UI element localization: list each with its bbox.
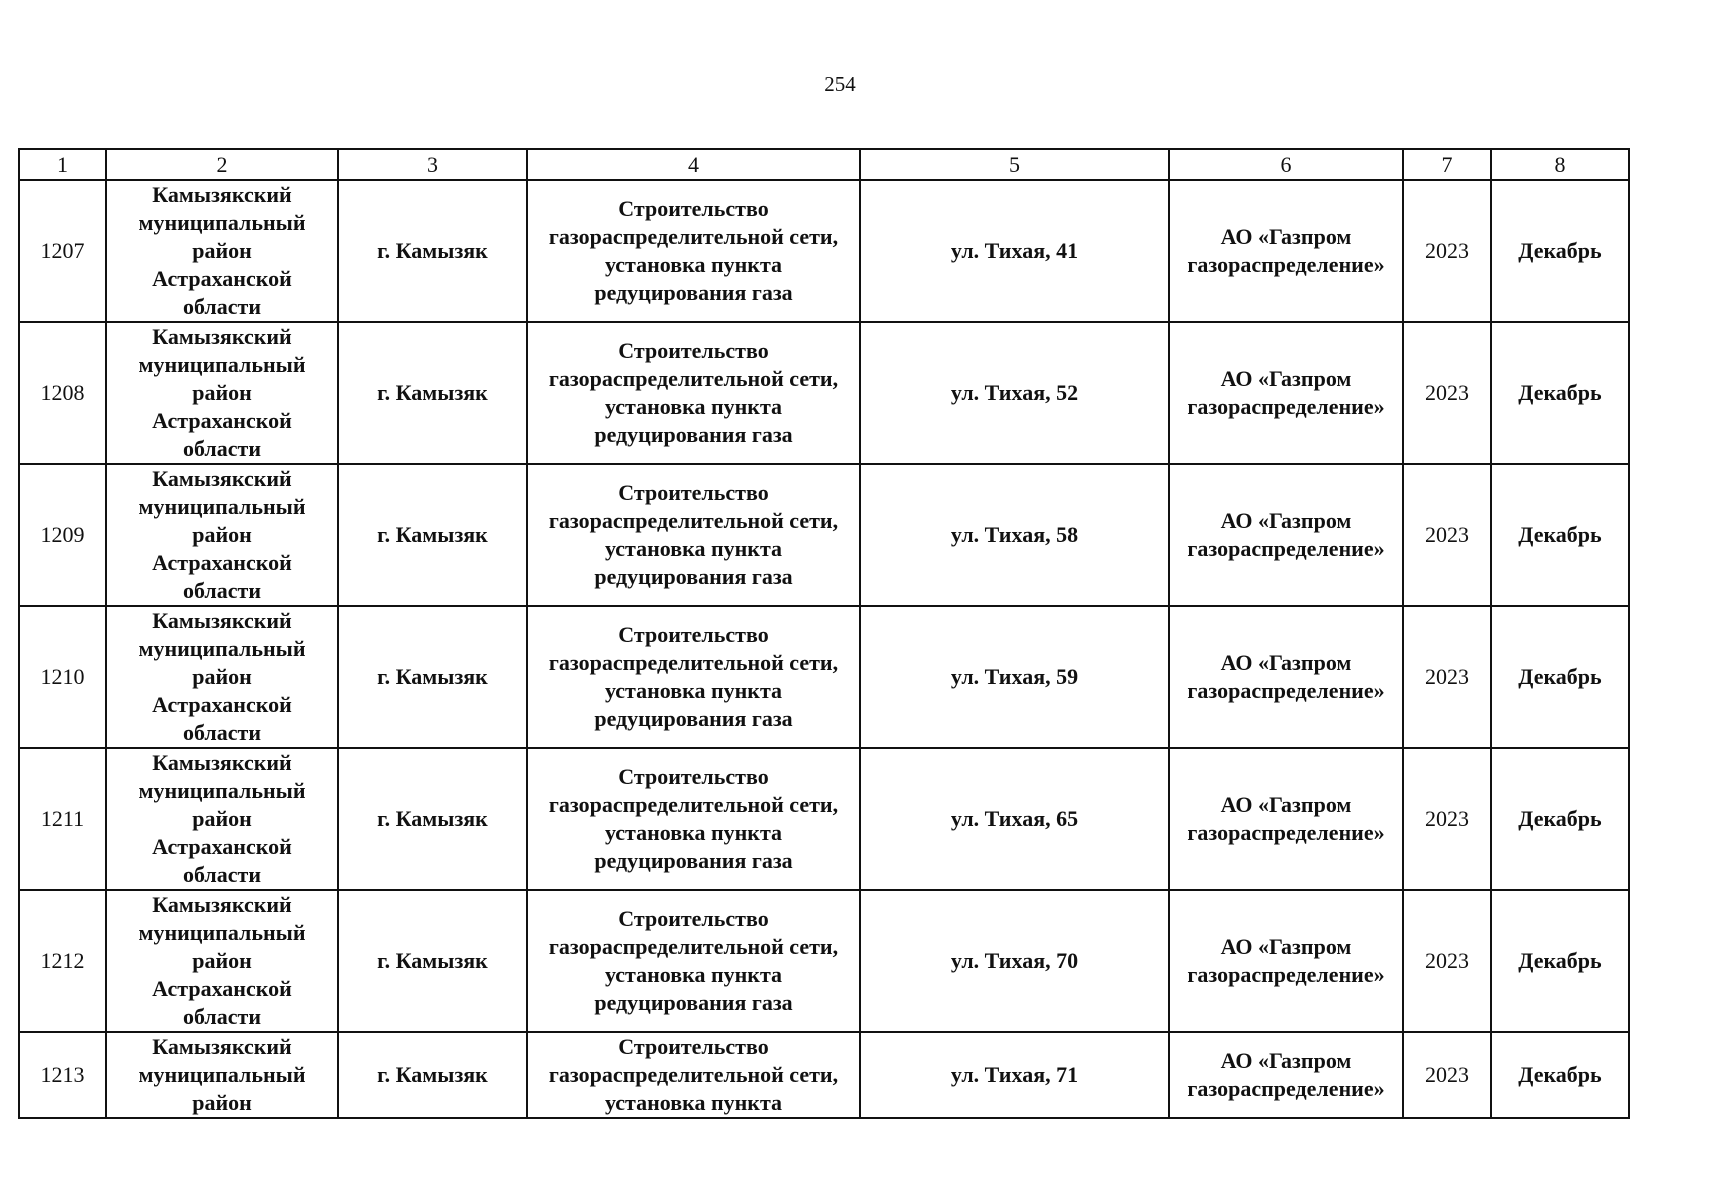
work-description-cell-line: газораспределительной сети, [548,650,839,675]
month-cell: Декабрь [1491,1032,1629,1118]
organization-cell [1169,464,1403,606]
work-description-cell-line: Строительство [618,906,769,931]
row-number-cell: 1207 [19,180,106,322]
work-description-cell-line: редуцирования газа [594,706,793,731]
district-cell-line: район [192,806,252,831]
table-row [19,180,1629,322]
district-cell-line: Астраханской [152,692,292,717]
organization-cell [1169,180,1403,322]
organization-cell-line: газораспределение» [1187,394,1385,419]
header-cell: 6 [1169,149,1403,180]
header-cell: 5 [860,149,1169,180]
work-description-cell-line: редуцирования газа [594,848,793,873]
address-cell: ул. Тихая, 41 [860,180,1169,322]
work-description-cell [527,890,860,1032]
month-cell: Декабрь [1491,748,1629,890]
table-body [19,180,1629,1118]
district-cell-line: Астраханской [152,976,292,1001]
year-cell: 2023 [1403,322,1491,464]
district-cell-line: Камызякский [152,750,292,775]
city-cell: г. Камызяк [338,890,527,1032]
row-number-cell: 1211 [19,748,106,890]
address-cell: ул. Тихая, 71 [860,1032,1169,1118]
work-description-cell-line: редуцирования газа [594,422,793,447]
city-cell: г. Камызяк [338,748,527,890]
district-cell-line: Астраханской [152,266,292,291]
work-description-cell-line: установка пункта [604,962,783,987]
district-cell [106,322,338,464]
city-cell: г. Камызяк [338,1032,527,1118]
organization-cell [1169,748,1403,890]
district-cell [106,606,338,748]
district-cell-line: Камызякский [152,182,292,207]
district-cell-line: муниципальный [138,920,306,945]
organization-cell-line: газораспределение» [1187,1076,1385,1101]
district-cell [106,890,338,1032]
district-cell-line: район [192,238,252,263]
city-cell: г. Камызяк [338,464,527,606]
district-cell [106,748,338,890]
work-description-cell [527,606,860,748]
organization-cell-line: газораспределение» [1187,962,1385,987]
header-cell: 3 [338,149,527,180]
work-description-cell-line: газораспределительной сети, [548,934,839,959]
work-description-cell-line: Строительство [618,480,769,505]
header-cell: 8 [1491,149,1629,180]
district-cell-line: области [182,436,262,461]
city-cell: г. Камызяк [338,180,527,322]
district-cell-line: район [192,380,252,405]
work-description-cell-line: редуцирования газа [594,564,793,589]
district-cell [106,464,338,606]
organization-cell-line: газораспределение» [1187,252,1385,277]
year-cell: 2023 [1403,1032,1491,1118]
address-cell: ул. Тихая, 59 [860,606,1169,748]
district-cell-line: Камызякский [152,892,292,917]
organization-cell-line: газораспределение» [1187,678,1385,703]
work-description-cell-line: Строительство [618,338,769,363]
city-cell: г. Камызяк [338,322,527,464]
work-description-cell-line: установка пункта [604,678,783,703]
district-cell [106,180,338,322]
work-description-cell-line: газораспределительной сети, [548,792,839,817]
header-cell: 4 [527,149,860,180]
city-cell: г. Камызяк [338,606,527,748]
work-description-cell [527,322,860,464]
district-cell-line: Камызякский [152,608,292,633]
work-description-cell-line: редуцирования газа [594,990,793,1015]
organization-cell-line: АО «Газпром [1220,792,1352,817]
table-row [19,606,1629,748]
organization-cell-line: газораспределение» [1187,820,1385,845]
organization-cell-line: АО «Газпром [1220,508,1352,533]
table-row [19,748,1629,890]
address-cell: ул. Тихая, 58 [860,464,1169,606]
table-row [19,322,1629,464]
year-cell: 2023 [1403,606,1491,748]
work-description-cell-line: установка пункта [604,820,783,845]
header-cell: 7 [1403,149,1491,180]
document-table [18,148,1630,1119]
district-cell-line: области [182,1004,262,1029]
district-cell-line: Астраханской [152,408,292,433]
work-description-cell-line: редуцирования газа [594,280,793,305]
organization-cell-line: АО «Газпром [1220,650,1352,675]
district-cell-line: области [182,294,262,319]
district-cell [106,1032,338,1118]
year-cell: 2023 [1403,180,1491,322]
organization-cell-line: АО «Газпром [1220,1048,1352,1073]
year-cell: 2023 [1403,464,1491,606]
work-description-cell-line: Строительство [618,622,769,647]
district-cell-line: район [192,1090,252,1115]
district-cell-line: муниципальный [138,210,306,235]
work-description-cell [527,180,860,322]
year-cell: 2023 [1403,890,1491,1032]
organization-cell-line: газораспределение» [1187,536,1385,561]
row-number-cell: 1210 [19,606,106,748]
header-cell: 1 [19,149,106,180]
month-cell: Декабрь [1491,180,1629,322]
page-number: 254 [824,72,856,96]
district-cell-line: Камызякский [152,324,292,349]
row-number-cell: 1212 [19,890,106,1032]
address-cell: ул. Тихая, 65 [860,748,1169,890]
district-cell-line: район [192,664,252,689]
district-cell-line: муниципальный [138,636,306,661]
district-cell-line: муниципальный [138,1062,306,1087]
organization-cell-line: АО «Газпром [1220,366,1352,391]
work-description-cell-line: установка пункта [604,394,783,419]
table-row [19,890,1629,1032]
row-number-cell: 1209 [19,464,106,606]
month-cell: Декабрь [1491,890,1629,1032]
district-cell-line: Камызякский [152,1034,292,1059]
work-description-cell-line: газораспределительной сети, [548,366,839,391]
work-description-cell-line: газораспределительной сети, [548,224,839,249]
work-description-cell-line: газораспределительной сети, [548,508,839,533]
work-description-cell-line: газораспределительной сети, [548,1062,839,1087]
organization-cell [1169,322,1403,464]
work-description-cell [527,748,860,890]
work-description-cell-line: установка пункта [604,536,783,561]
header-cell: 2 [106,149,338,180]
table-row [19,464,1629,606]
organization-cell [1169,1032,1403,1118]
month-cell: Декабрь [1491,322,1629,464]
district-cell-line: муниципальный [138,778,306,803]
address-cell: ул. Тихая, 52 [860,322,1169,464]
row-number-cell: 1208 [19,322,106,464]
organization-cell-line: АО «Газпром [1220,224,1352,249]
work-description-cell-line: Строительство [618,764,769,789]
district-cell-line: муниципальный [138,494,306,519]
work-description-cell-line: установка пункта [604,252,783,277]
organization-cell [1169,890,1403,1032]
month-cell: Декабрь [1491,606,1629,748]
row-number-cell: 1213 [19,1032,106,1118]
organization-cell-line: АО «Газпром [1220,934,1352,959]
organization-cell [1169,606,1403,748]
header-row [19,149,1629,180]
work-description-cell [527,464,860,606]
work-description-cell-line: Строительство [618,196,769,221]
district-cell-line: район [192,522,252,547]
district-cell-line: Камызякский [152,466,292,491]
table-row [19,1032,1629,1118]
work-description-cell-line: установка пункта [604,1090,783,1115]
district-cell-line: район [192,948,252,973]
district-cell-line: области [182,862,262,887]
district-cell-line: области [182,578,262,603]
address-cell: ул. Тихая, 70 [860,890,1169,1032]
work-description-cell [527,1032,860,1118]
year-cell: 2023 [1403,748,1491,890]
work-description-cell-line: Строительство [618,1034,769,1059]
district-cell-line: Астраханской [152,834,292,859]
district-cell-line: области [182,720,262,745]
month-cell: Декабрь [1491,464,1629,606]
district-cell-line: муниципальный [138,352,306,377]
district-cell-line: Астраханской [152,550,292,575]
